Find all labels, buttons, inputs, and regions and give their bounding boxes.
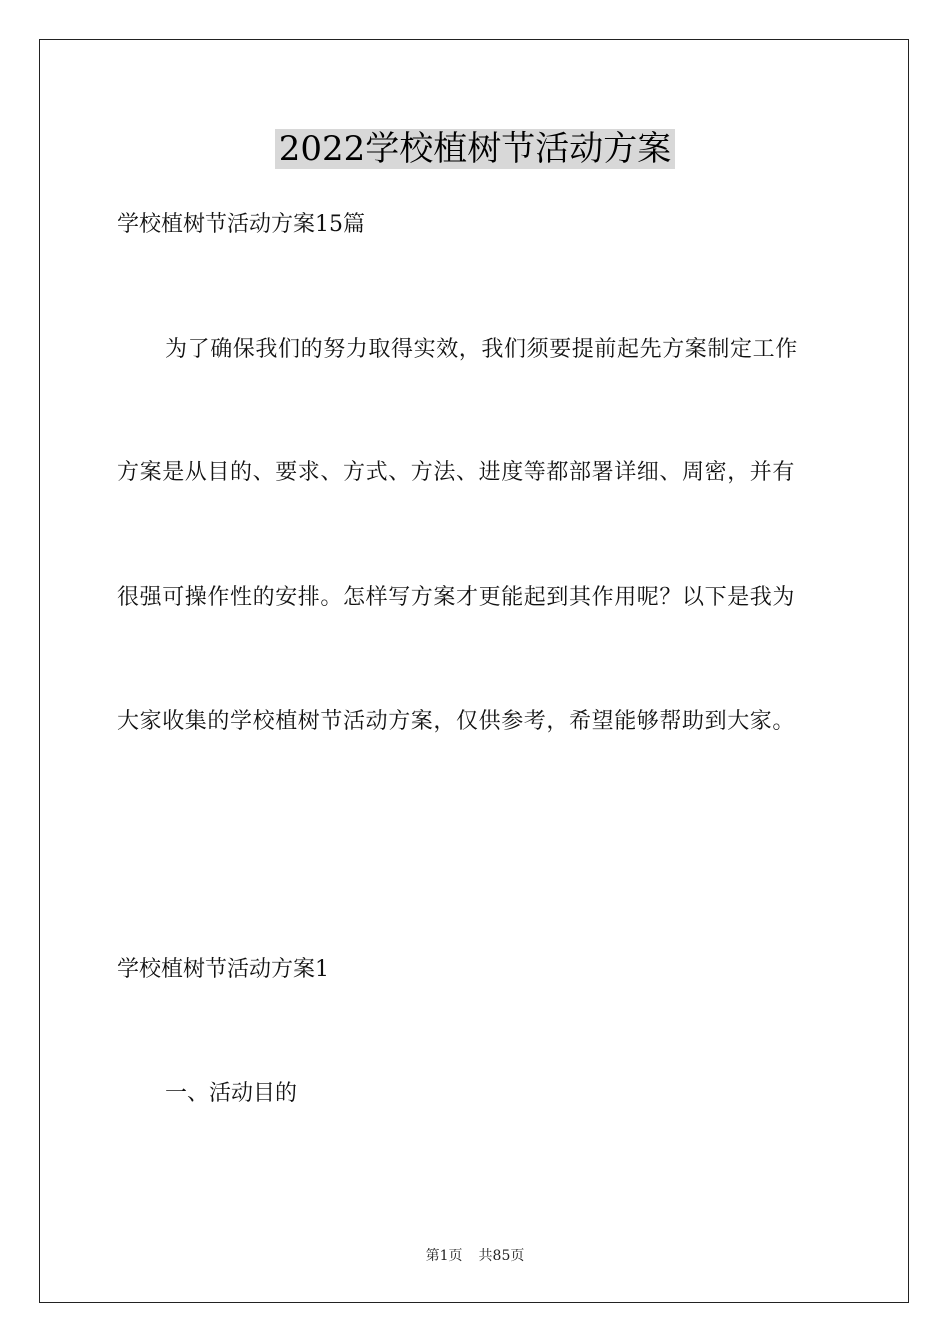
page-number: 第1页 [425, 1248, 463, 1264]
intro-line-1: 为了确保我们的努力取得实效，我们须要提前起先方案制定工作 [165, 337, 798, 362]
document-subtitle: 学校植树节活动方案15篇 [117, 212, 365, 237]
document-title-text: 2022学校植树节活动方案 [275, 129, 676, 169]
page-footer [0, 1247, 950, 1265]
section-title: 学校植树节活动方案1 [117, 957, 329, 982]
intro-line-4: 大家收集的学校植树节活动方案，仅供参考，希望能够帮助到大家。 [117, 709, 796, 734]
page-total: 共85页 [478, 1248, 525, 1264]
intro-line-2: 方案是从目的、要求、方式、方法、进度等都部署详细、周密，并有 [117, 460, 796, 485]
document-title [0, 126, 950, 172]
section-heading: 一、活动目的 [165, 1081, 298, 1106]
intro-line-3: 很强可操作性的安排。怎样写方案才更能起到其作用呢？以下是我为 [117, 585, 796, 610]
